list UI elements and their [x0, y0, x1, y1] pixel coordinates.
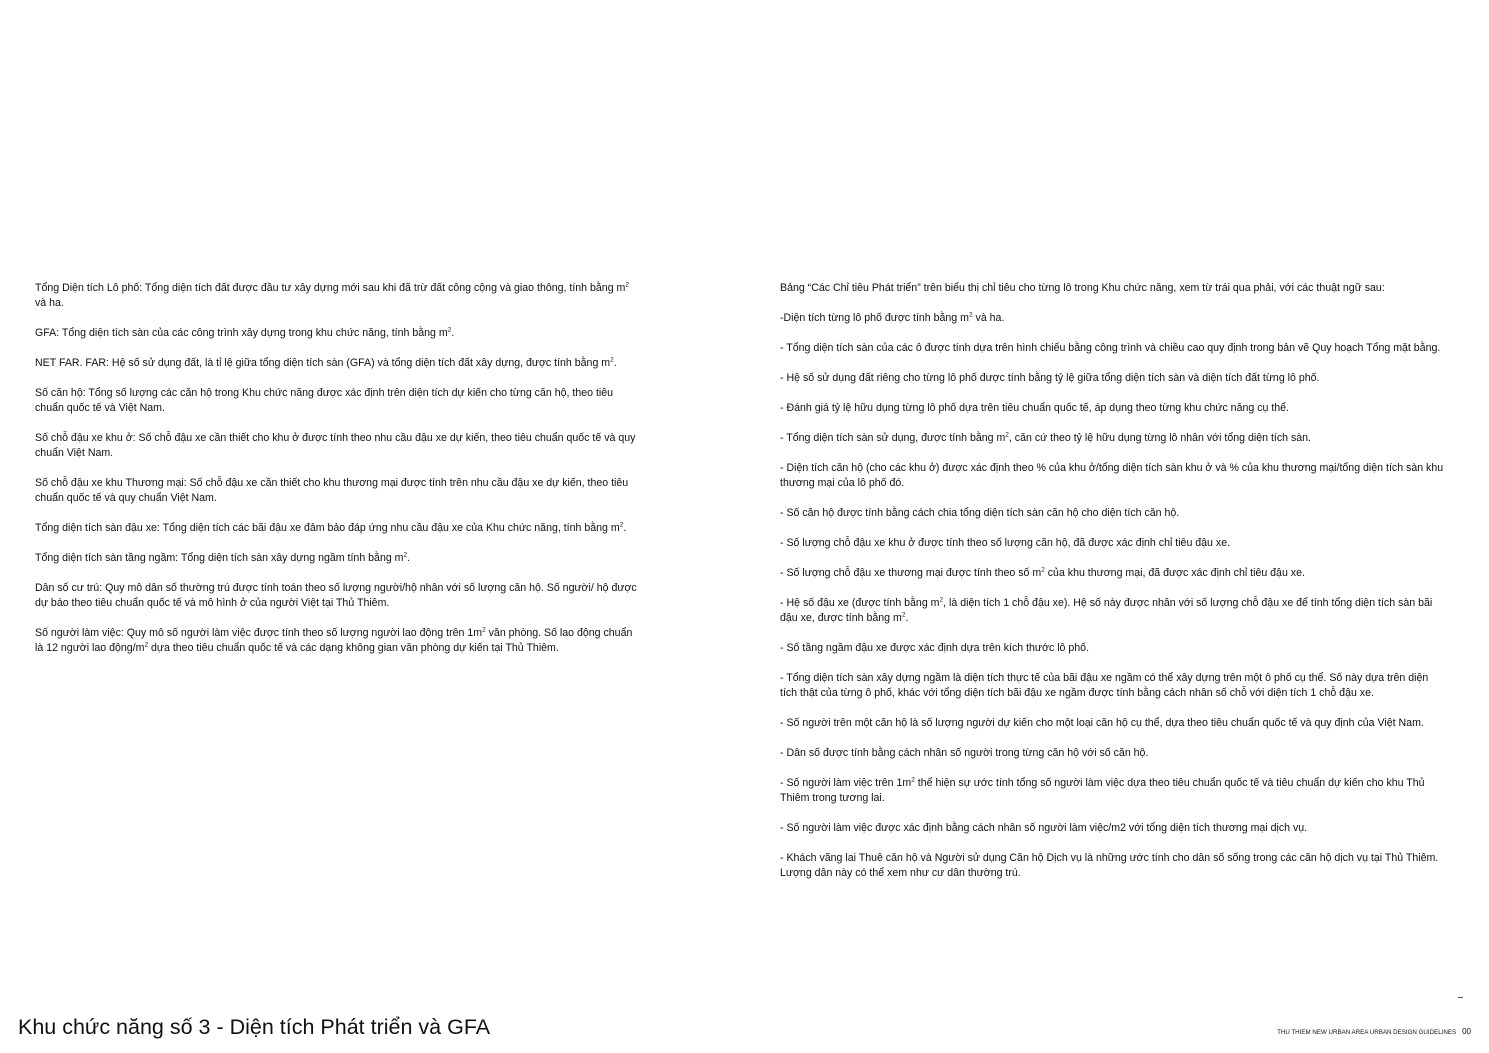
paragraph: - Số tầng ngầm đậu xe được xác định dựa trên kích thước lô phố.	[780, 642, 1090, 654]
paragraph: Bảng “Các Chỉ tiêu Phát triển” trên biểu thị chỉ tiêu cho từng lô trong Khu chức năng, xem từ trái qua phải, với các thuật ngữ sau:	[780, 282, 1385, 294]
paragraph: - Tổng diện tích sàn xây dựng ngầm là diện tích thực tế của bãi đậu xe ngầm có thể xây dựng trên một ô phố cụ thể. Số này dựa trên diện tích thật của từng ô phố, khác với tổng diện tích bãi đậu xe ngầm được tính bằng cách nhân số chỗ với diện tích 1 chỗ đậu xe.	[780, 672, 1429, 699]
paragraph: - Số người trên một căn hộ là số lượng người dự kiến cho một loại căn hộ cụ thể, dựa theo tiêu chuẩn quốc tế và quy định của Việt Nam.	[780, 717, 1424, 729]
paragraph: Tổng diện tích sàn đậu xe: Tổng diện tích các bãi đậu xe đảm bảo đáp ứng nhu cầu đậu xe của Khu chức năng, tính bằng $m^2$.	[35, 521, 627, 534]
definitions-left-column	[35, 281, 640, 671]
footer-document-title: THU THIEM NEW URBAN AREA URBAN DESIGN GUIDELINES	[1277, 1029, 1457, 1036]
paragraph: - Hệ số sử dụng đất riêng cho từng lô phố được tính bằng tỷ lệ giữa tổng diện tích sàn và diện tích đất từng lô phố.	[780, 372, 1320, 384]
paragraph: - Tổng diện tích sàn sử dụng, được tính bằng $m^2$, căn cứ theo tỷ lệ hữu dụng từng lô nhân với tổng diện tích sàn.	[780, 431, 1312, 444]
crop-mark	[1458, 997, 1463, 998]
paragraph: Số chỗ đậu xe khu ở: Số chỗ đậu xe cần thiết cho khu ở được tính theo nhu cầu đậu xe dự kiến, theo tiêu chuẩn quốc tế và quy chuẩn Việt Nam.	[35, 432, 636, 459]
page-title: Khu chức năng số 3 - Diện tích Phát triển và GFA	[18, 1015, 491, 1039]
paragraph: - Số lượng chỗ đậu xe thương mại được tính theo số $m^2$ của khu thương mại, đã được xác định chỉ tiêu đậu xe.	[780, 566, 1305, 579]
paragraph: Tổng diện tích sàn tầng ngầm: Tổng diện tích sàn xây dựng ngầm tính bằng $m^2$.	[35, 551, 411, 564]
paragraph: Tổng Diện tích Lô phố: Tổng diện tích đất được đầu tư xây dựng mới sau khi đã trừ đất công cộng và giao thông, tính bằng $m^2$ và ha.	[35, 281, 629, 309]
paragraph: - Tổng diện tích sàn của các ô được tính dựa trên hình chiếu bằng công trình và chiều cao quy định trong bản vẽ Quy hoạch Tổng mặt bằng.	[780, 342, 1441, 354]
paragraph: - Dân số được tính bằng cách nhân số người trong từng căn hộ với số căn hộ.	[780, 747, 1149, 759]
paragraph: -Diện tích từng lô phố được tính bằng $m^2$ và ha.	[780, 311, 1005, 324]
paragraph: - Số lượng chỗ đậu xe khu ở được tính theo số lượng căn hộ, đã được xác định chỉ tiêu đậu xe.	[780, 537, 1231, 549]
paragraph: - Hệ số đậu xe (được tính bằng $m^2$, là diện tích 1 chỗ đậu xe). Hệ số này được nhân với số lượng chỗ đậu xe để tính tổng diện tích sàn bãi đậu xe, được tính bằng $m^2$.	[780, 596, 1433, 624]
paragraph: - Số người làm việc được xác định bằng cách nhân số người làm việc/m2 với tổng diện tích thương mại dịch vụ.	[780, 822, 1308, 834]
paragraph: Số chỗ đậu xe khu Thương mại: Số chỗ đậu xe cần thiết cho khu thương mại được tính trên nhu cầu đậu xe dự kiến, theo tiêu chuẩn quốc tế và quy chuẩn Việt Nam.	[35, 477, 629, 504]
paragraph: Số người làm việc: Quy mô số người làm việc được tính theo số lượng người lao động trên $1m^2$ văn phòng. Số lao động chuẩn là 12 người lao động/$m^2$ dựa theo tiêu chuẩn quốc tế và các dạng không gian văn phòng dự kiến tại Thủ Thiêm.	[35, 626, 633, 654]
page-number: 00	[1462, 1027, 1471, 1036]
page-footer	[1277, 1027, 1471, 1038]
definitions-right-column	[780, 281, 1447, 896]
paragraph: - Số người làm việc trên $1m^2$ thể hiện sự ước tính tổng số người làm việc dựa theo tiêu chuẩn quốc tế và tiêu chuẩn dự kiến cho khu Thủ Thiêm trong tương lai.	[780, 776, 1425, 804]
paragraph: - Khách vãng lai Thuê căn hộ và Người sử dụng Căn hộ Dịch vụ là những ước tính cho dân số sống trong các căn hộ dịch vụ tại Thủ Thiêm. Lượng dân này có thể xem như cư dân thường trú.	[780, 852, 1439, 879]
paragraph: - Đánh giá tỷ lệ hữu dụng từng lô phố dựa trên tiêu chuẩn quốc tế, áp dụng theo từng khu chức năng cụ thể.	[780, 402, 1289, 414]
paragraph: - Số căn hộ được tính bằng cách chia tổng diện tích sàn căn hộ cho diện tích căn hộ.	[780, 507, 1180, 519]
paragraph: - Diện tích căn hộ (cho các khu ở) được xác định theo % của khu ở/tổng diện tích sàn khu ở và % của khu thương mại/tổng diện tích sàn khu thương mại của lô phố đó.	[780, 462, 1444, 489]
paragraph: GFA: Tổng diện tích sàn của các công trình xây dựng trong khu chức năng, tính bằng $m^2$.	[35, 326, 455, 339]
paragraph: Số căn hộ: Tổng số lượng các căn hộ trong Khu chức năng được xác định trên diện tích dự kiến cho từng căn hộ, theo tiêu chuẩn quốc tế và Việt Nam.	[35, 387, 614, 414]
paragraph: NET FAR. FAR: Hệ số sử dụng đất, là tỉ lệ giữa tổng diện tích sàn (GFA) và tổng diện tích đất xây dựng, được tính bằng $m^2$.	[35, 356, 617, 369]
paragraph: Dân số cư trú: Quy mô dân số thường trú được tính toán theo số lượng người/hộ nhân với số lượng căn hộ. Số người/ hộ được dự báo theo tiêu chuẩn quốc tế và mô hình ở của người Việt tại Thủ Thiêm.	[35, 582, 637, 609]
